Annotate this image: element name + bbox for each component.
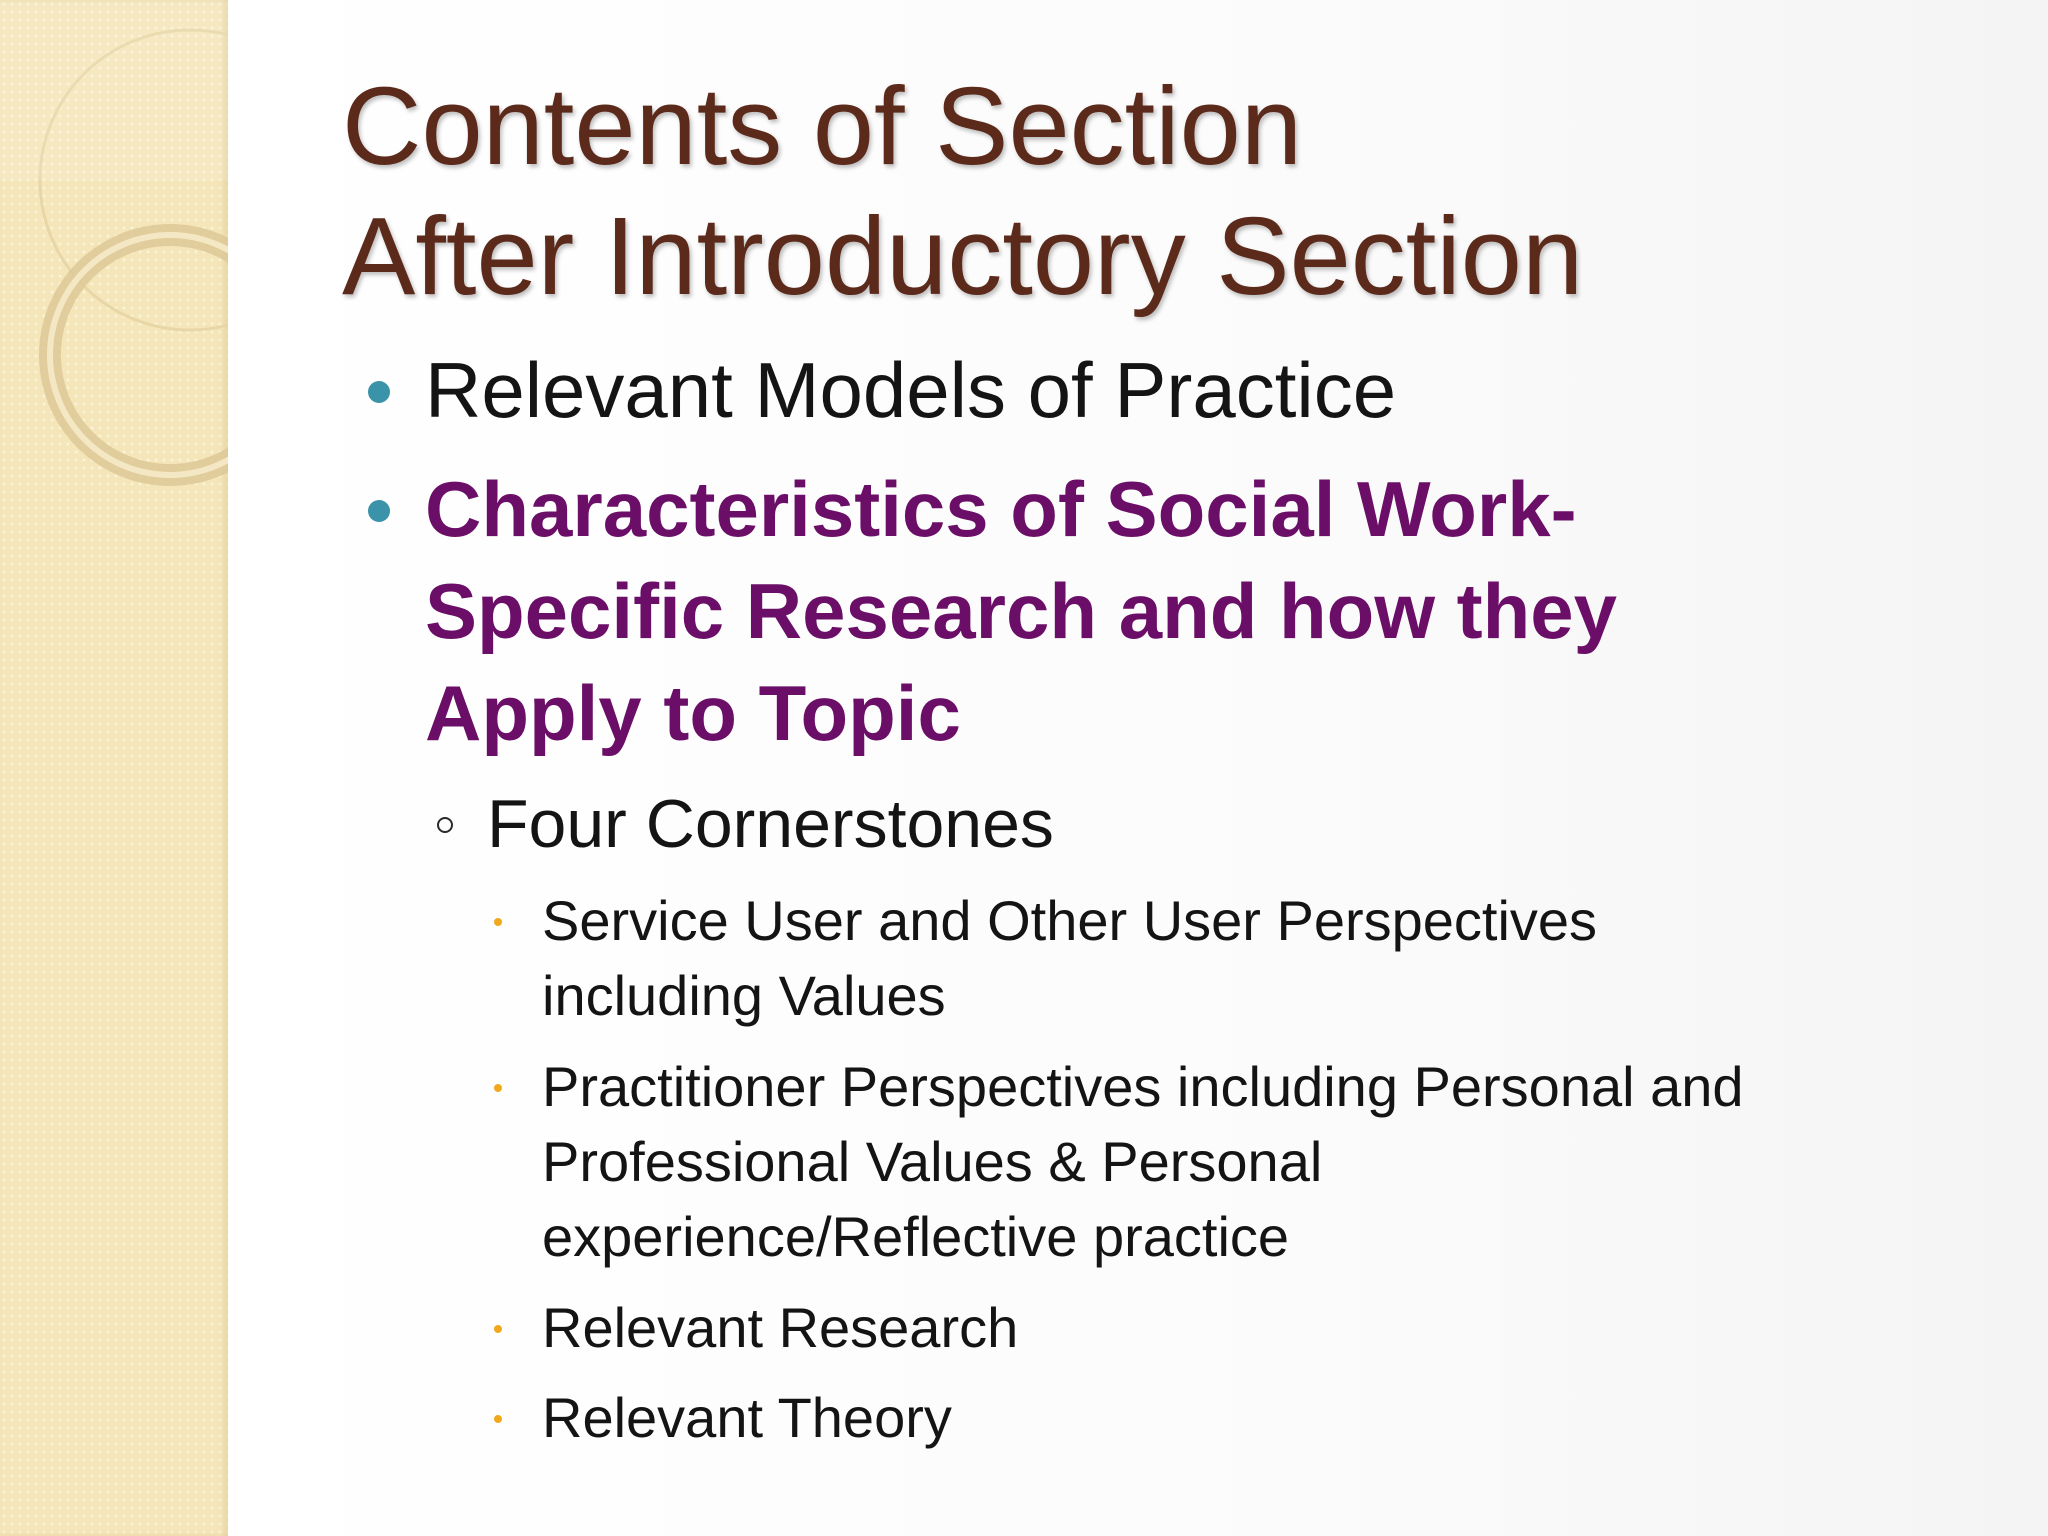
cornerstone-practitioner-line-1: Practitioner Perspectives including Personal and	[542, 1055, 1744, 1118]
sub-bullet-four-cornerstones: Four Cornerstones	[487, 786, 1054, 862]
small-dot-bullet-icon	[494, 1084, 502, 1092]
cornerstone-relevant-research: Relevant Research	[542, 1296, 1019, 1359]
small-dot-bullet-icon	[494, 918, 502, 926]
bullet-relevant-models: Relevant Models of Practice	[425, 346, 1397, 434]
bullet-characteristics-line-3: Apply to Topic	[425, 669, 961, 757]
cornerstone-service-user-line-1: Service User and Other User Perspectives	[542, 889, 1598, 952]
small-dot-bullet-icon	[494, 1325, 502, 1333]
bullet-characteristics-line-2: Specific Research and how they	[425, 567, 1618, 655]
open-circle-bullet-icon	[437, 817, 453, 833]
cornerstone-service-user-line-2: including Values	[542, 964, 946, 1027]
decorative-circles	[0, 0, 228, 520]
cornerstone-practitioner-line-3: experience/Reflective practice	[542, 1205, 1290, 1268]
decorative-sidebar	[0, 0, 228, 1536]
bullet-dot-icon	[368, 381, 390, 403]
cornerstone-relevant-theory: Relevant Theory	[542, 1386, 952, 1449]
slide-title-line-2: After Introductory Section	[342, 195, 1584, 318]
small-dot-bullet-icon	[494, 1415, 502, 1423]
bullet-characteristics-line-1: Characteristics of Social Work-	[425, 465, 1577, 553]
bullet-dot-icon	[368, 500, 390, 522]
slide-title-line-1: Contents of Section	[342, 65, 1303, 188]
cornerstone-practitioner-line-2: Professional Values & Personal	[542, 1130, 1323, 1193]
